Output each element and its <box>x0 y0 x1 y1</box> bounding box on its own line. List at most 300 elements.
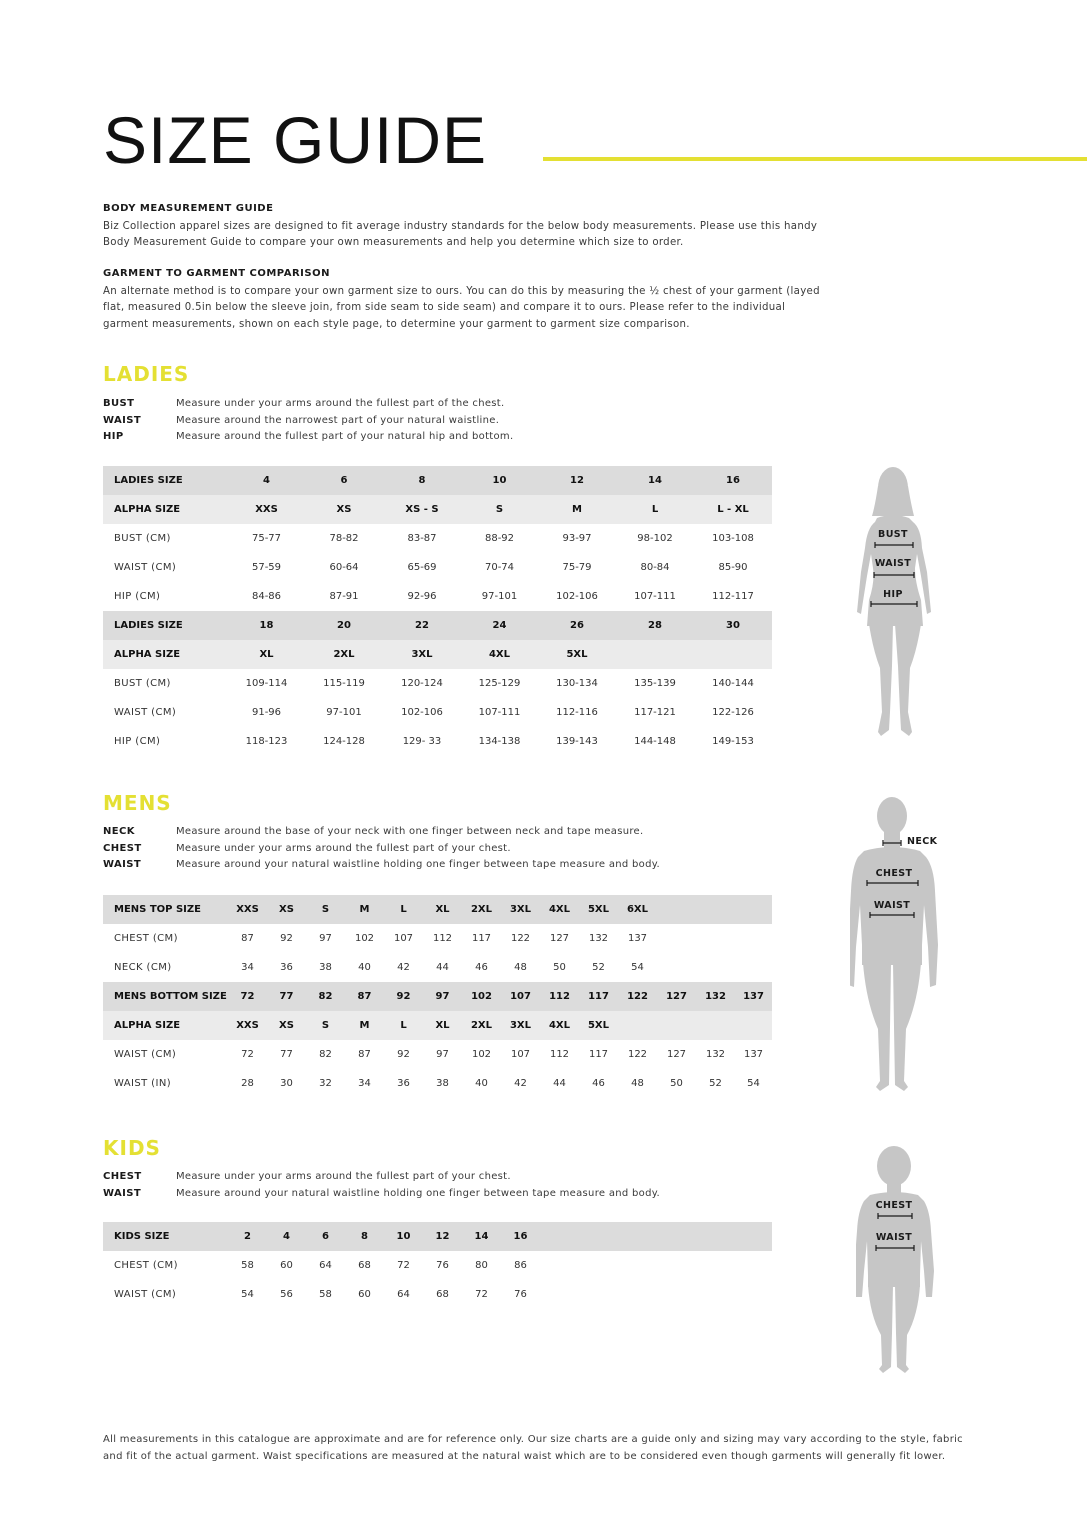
alpha-size-row <box>103 640 772 669</box>
table-cell <box>540 1222 579 1251</box>
row-label: BUST (CM) <box>114 533 171 544</box>
table-cell: 78-82 <box>329 533 359 544</box>
row-label: ALPHA SIZE <box>103 640 228 669</box>
table-cell: 122-126 <box>712 707 754 718</box>
table-cell: 92-96 <box>407 591 437 602</box>
table-cell: 50 <box>670 1078 683 1089</box>
table-cell: 57-59 <box>251 562 282 573</box>
table-cell: 12 <box>538 466 616 495</box>
definition-desc: Measure around your natural waistline holding one finger between tape measure and body. <box>176 859 660 870</box>
table-cell: 54 <box>241 1289 254 1300</box>
table-cell: 60-64 <box>329 562 359 573</box>
ladies-title: LADIES <box>103 362 190 386</box>
ladies-size-table <box>103 466 772 756</box>
garment-comparison <box>103 266 823 333</box>
table-cell: M <box>538 495 616 524</box>
table-cell: 125-129 <box>478 678 521 689</box>
alpha-size-row <box>103 495 772 524</box>
table-cell: 122 <box>618 982 657 1011</box>
table-cell <box>618 1011 657 1040</box>
waist-label: WAIST <box>873 900 911 911</box>
table-cell: 52 <box>709 1078 722 1089</box>
table-cell: 103-108 <box>712 533 754 544</box>
table-cell <box>657 1251 696 1280</box>
table-cell <box>657 1280 696 1309</box>
table-cell: 28 <box>241 1078 254 1089</box>
table-cell: 137 <box>743 1049 764 1060</box>
table-cell: 80 <box>475 1260 488 1271</box>
page-title: SIZE GUIDE <box>103 103 488 177</box>
waist-label: WAIST <box>874 558 912 569</box>
table-cell: 92 <box>384 982 423 1011</box>
table-cell: 6XL <box>618 895 657 924</box>
table-cell: 4XL <box>540 895 579 924</box>
row-label: MENS TOP SIZE <box>103 895 228 924</box>
table-cell: 16 <box>501 1222 540 1251</box>
table-cell <box>735 1011 772 1040</box>
body-measurement-guide <box>103 201 823 252</box>
table-cell: 76 <box>436 1260 449 1271</box>
definition-term: WAIST <box>103 414 142 426</box>
table-cell: 4XL <box>540 1011 579 1040</box>
table-cell: 102 <box>471 1049 492 1060</box>
table-cell: 98-102 <box>637 533 673 544</box>
definition-term: NECK <box>103 826 135 837</box>
row-label: WAIST (IN) <box>114 1078 171 1089</box>
table-cell: XL <box>228 640 305 669</box>
table-cell: 72 <box>475 1289 488 1300</box>
table-cell: 12 <box>423 1222 462 1251</box>
kids-size-table <box>103 1222 772 1309</box>
table-cell: 64 <box>397 1289 410 1300</box>
table-cell: 77 <box>267 982 306 1011</box>
table-cell: 4 <box>267 1222 306 1251</box>
table-cell: 120-124 <box>401 678 443 689</box>
table-cell: 132 <box>588 933 609 944</box>
table-cell: 24 <box>461 611 538 640</box>
definition-term: CHEST <box>103 1171 142 1182</box>
table-cell <box>696 953 735 982</box>
definition-desc: Measure under your arms around the fullest part of the chest. <box>176 398 505 409</box>
table-cell: 127 <box>657 982 696 1011</box>
table-cell: XXS <box>228 895 267 924</box>
table-cell: 44 <box>436 962 449 973</box>
row-label: WAIST (CM) <box>114 1289 177 1300</box>
table-cell: 87 <box>241 933 254 944</box>
table-cell: 139-143 <box>556 736 598 747</box>
table-row <box>103 924 772 953</box>
table-cell: 75-77 <box>251 533 282 544</box>
table-cell <box>657 1222 696 1251</box>
table-cell: 102-106 <box>401 707 443 718</box>
table-cell: 112-117 <box>712 591 754 602</box>
table-cell: 75-79 <box>562 562 592 573</box>
row-label: CHEST (CM) <box>114 933 178 944</box>
definition-row <box>103 396 513 413</box>
table-cell: 52 <box>592 962 605 973</box>
table-cell: 109-114 <box>245 678 288 689</box>
table-cell: 122 <box>510 933 531 944</box>
table-row <box>103 1040 772 1069</box>
table-cell: 54 <box>631 962 644 973</box>
table-cell: 97 <box>319 933 332 944</box>
mens-body-figure <box>850 795 950 1097</box>
definition-desc: Measure around the fullest part of your natural hip and bottom. <box>176 431 514 442</box>
table-cell <box>579 1222 618 1251</box>
table-row <box>103 582 772 611</box>
table-row <box>103 1069 772 1098</box>
row-label: LADIES SIZE <box>103 466 228 495</box>
definition-term: CHEST <box>103 842 142 854</box>
table-cell: 124-128 <box>323 736 365 747</box>
table-cell: 14 <box>616 466 694 495</box>
table-cell: 97-101 <box>326 707 362 718</box>
table-cell: 117 <box>471 933 492 944</box>
table-cell: 149-153 <box>712 736 754 747</box>
table-row <box>103 524 772 553</box>
table-cell: 40 <box>358 962 371 973</box>
table-cell: 2XL <box>305 640 383 669</box>
table-cell: 20 <box>305 611 383 640</box>
table-cell: 118-123 <box>245 736 288 747</box>
table-cell <box>735 1222 772 1251</box>
table-cell: 91-96 <box>251 707 282 718</box>
table-cell: 134-138 <box>478 736 521 747</box>
table-header-row <box>103 611 772 640</box>
table-row <box>103 1251 772 1280</box>
table-cell: 28 <box>616 611 694 640</box>
hip-label: HIP <box>883 589 903 600</box>
table-cell: 97-101 <box>481 591 518 602</box>
table-cell: 3XL <box>501 1011 540 1040</box>
table-cell: 107 <box>393 933 414 944</box>
table-header-row <box>103 1222 772 1251</box>
table-cell: 26 <box>538 611 616 640</box>
table-row <box>103 953 772 982</box>
definition-desc: Measure under your arms around the fullest part of your chest. <box>176 1171 511 1182</box>
table-cell: 5XL <box>538 640 616 669</box>
table-cell: 70-74 <box>484 562 515 573</box>
table-cell: 72 <box>397 1260 410 1271</box>
waist-label: WAIST <box>875 1232 913 1243</box>
table-cell: 92 <box>397 1049 410 1060</box>
definition-desc: Measure around the base of your neck with one finger between neck and tape measure. <box>176 826 644 837</box>
table-cell: 6 <box>305 466 383 495</box>
table-cell: 6 <box>306 1222 345 1251</box>
table-cell <box>657 1011 696 1040</box>
definition-desc: Measure under your arms around the fullest part of your chest. <box>176 842 511 854</box>
table-cell: 48 <box>631 1078 644 1089</box>
table-cell: 18 <box>228 611 305 640</box>
mens-title: MENS <box>103 791 172 815</box>
table-cell: 87 <box>345 982 384 1011</box>
table-cell: XS <box>305 495 383 524</box>
table-cell: 84-86 <box>251 591 282 602</box>
table-cell: 65-69 <box>407 562 437 573</box>
table-cell <box>735 953 772 982</box>
table-header-row <box>103 466 772 495</box>
kids-title: KIDS <box>103 1136 161 1160</box>
table-cell <box>579 1280 618 1309</box>
table-cell <box>696 1011 735 1040</box>
table-cell: L <box>384 1011 423 1040</box>
table-cell: 40 <box>475 1078 488 1089</box>
table-cell: 102 <box>462 982 501 1011</box>
table-cell: 72 <box>228 982 267 1011</box>
table-cell: 130-134 <box>556 678 598 689</box>
table-cell: 68 <box>436 1289 449 1300</box>
row-label: WAIST (CM) <box>114 1049 177 1060</box>
table-cell: S <box>306 1011 345 1040</box>
table-cell: 117 <box>588 1049 609 1060</box>
table-cell: 60 <box>358 1289 371 1300</box>
table-cell: 112 <box>540 982 579 1011</box>
table-cell: 2XL <box>462 1011 501 1040</box>
table-cell: 132 <box>696 982 735 1011</box>
definition-row <box>103 1169 660 1186</box>
table-cell: 58 <box>319 1289 332 1300</box>
table-cell <box>657 953 696 982</box>
table-cell <box>618 1280 657 1309</box>
definition-row <box>103 824 660 841</box>
table-cell: 135-139 <box>634 678 676 689</box>
table-cell: 22 <box>383 611 461 640</box>
table-cell: 30 <box>694 611 772 640</box>
table-cell <box>657 895 696 924</box>
definition-row <box>103 429 513 446</box>
ladies-definitions <box>103 396 513 446</box>
table-cell: 3XL <box>501 895 540 924</box>
row-label: LADIES SIZE <box>103 611 228 640</box>
table-cell: M <box>345 895 384 924</box>
table-cell <box>735 1280 772 1309</box>
table-cell: XXS <box>228 1011 267 1040</box>
definition-row <box>103 1186 660 1203</box>
table-cell: 83-87 <box>407 533 437 544</box>
row-label: NECK (CM) <box>114 962 172 973</box>
table-cell: 58 <box>241 1260 254 1271</box>
table-cell: 107-111 <box>634 591 676 602</box>
table-cell: XL <box>423 1011 462 1040</box>
definition-term: WAIST <box>103 1187 142 1199</box>
table-cell <box>540 1280 579 1309</box>
table-row <box>103 669 772 698</box>
bust-label: BUST <box>878 529 908 540</box>
table-cell: 56 <box>280 1289 293 1300</box>
table-cell: 82 <box>319 1049 332 1060</box>
table-cell: 42 <box>397 962 410 973</box>
definition-desc: Measure around your natural waistline holding one finger between tape measure and body. <box>176 1187 660 1199</box>
table-cell: 64 <box>319 1260 332 1271</box>
table-cell: 122 <box>627 1049 648 1060</box>
row-label: ALPHA SIZE <box>103 1011 228 1040</box>
table-cell: 80-84 <box>640 562 670 573</box>
table-cell: 102 <box>354 933 375 944</box>
kids-definitions <box>103 1169 660 1202</box>
table-cell <box>540 1251 579 1280</box>
table-cell: 10 <box>384 1222 423 1251</box>
table-cell <box>735 895 772 924</box>
table-cell <box>696 924 735 953</box>
table-cell: 127 <box>549 933 570 944</box>
table-cell: 129- 33 <box>402 736 442 747</box>
table-cell: 85-90 <box>718 562 748 573</box>
table-cell: S <box>461 495 538 524</box>
definition-desc: Measure around the narrowest part of your natural waistline. <box>176 414 500 426</box>
table-cell: 60 <box>280 1260 293 1271</box>
table-cell: 34 <box>241 962 254 973</box>
body-guide-text: Biz Collection apparel sizes are designed to fit average industry standards for the below body measurements. Please use this handy Body Measurement Guide to compare your own measurements and help you determine which size to order. <box>103 220 818 248</box>
table-cell: 137 <box>735 982 772 1011</box>
table-cell <box>696 895 735 924</box>
table-cell: 72 <box>241 1049 254 1060</box>
table-row <box>103 698 772 727</box>
table-cell: 48 <box>514 962 527 973</box>
table-cell: 107-111 <box>478 707 521 718</box>
table-cell: 14 <box>462 1222 501 1251</box>
table-cell <box>618 1222 657 1251</box>
table-cell: 2 <box>228 1222 267 1251</box>
row-label: HIP (CM) <box>114 591 161 602</box>
table-cell: 54 <box>747 1078 760 1089</box>
row-label: ALPHA SIZE <box>103 495 228 524</box>
table-cell: 10 <box>461 466 538 495</box>
table-cell: 36 <box>280 962 293 973</box>
table-cell: S <box>306 895 345 924</box>
table-cell: 38 <box>319 962 332 973</box>
row-label: BUST (CM) <box>114 678 171 689</box>
table-cell: 102-106 <box>556 591 598 602</box>
table-cell <box>696 1280 735 1309</box>
table-cell: 44 <box>553 1078 566 1089</box>
table-header-row <box>103 895 772 924</box>
garment-comparison-heading: GARMENT TO GARMENT COMPARISON <box>103 268 330 279</box>
table-row <box>103 553 772 582</box>
body-guide-heading: BODY MEASUREMENT GUIDE <box>103 203 274 214</box>
table-cell: XXS <box>228 495 305 524</box>
table-cell: XS <box>267 1011 306 1040</box>
table-cell: 16 <box>694 466 772 495</box>
table-cell: 127 <box>666 1049 687 1060</box>
table-cell: 77 <box>280 1049 293 1060</box>
table-cell: 8 <box>383 466 461 495</box>
table-cell: 3XL <box>383 640 461 669</box>
table-cell: 68 <box>358 1260 371 1271</box>
table-cell: 132 <box>705 1049 726 1060</box>
table-cell: 107 <box>510 1049 531 1060</box>
table-row <box>103 1280 772 1309</box>
definition-term: HIP <box>103 431 124 442</box>
table-cell <box>616 640 694 669</box>
table-cell: 4XL <box>461 640 538 669</box>
table-cell: 30 <box>280 1078 293 1089</box>
table-cell: 87-91 <box>329 591 359 602</box>
definition-term: BUST <box>103 398 135 409</box>
table-cell: 4 <box>228 466 305 495</box>
table-cell: 97 <box>436 1049 449 1060</box>
table-cell <box>735 1251 772 1280</box>
ladies-body-figure <box>847 464 942 740</box>
table-cell: 93-97 <box>562 533 592 544</box>
title-underline <box>543 157 1087 161</box>
table-cell <box>579 1251 618 1280</box>
table-cell: 117 <box>579 982 618 1011</box>
table-cell: 117-121 <box>634 707 676 718</box>
table-cell: 112 <box>432 933 453 944</box>
kids-body-figure <box>856 1145 936 1377</box>
row-label: WAIST (CM) <box>114 707 177 718</box>
table-cell: 92 <box>280 933 293 944</box>
table-cell: 46 <box>475 962 488 973</box>
table-cell: 32 <box>319 1078 332 1089</box>
table-cell: 140-144 <box>712 678 754 689</box>
definition-row <box>103 413 513 430</box>
neck-label: NECK <box>907 836 938 847</box>
table-cell: 8 <box>345 1222 384 1251</box>
table-cell: 36 <box>397 1078 410 1089</box>
table-header-row <box>103 982 772 1011</box>
table-cell: 144-148 <box>634 736 676 747</box>
table-cell: 87 <box>358 1049 371 1060</box>
chest-label: CHEST <box>875 1200 913 1211</box>
chest-label: CHEST <box>875 868 913 879</box>
table-cell: 42 <box>514 1078 527 1089</box>
table-cell: 5XL <box>579 895 618 924</box>
table-cell: M <box>345 1011 384 1040</box>
definition-row <box>103 841 660 858</box>
alpha-size-row <box>103 1011 772 1040</box>
footer-disclaimer: All measurements in this catalogue are approximate and are for reference only. Our size charts are a guide only and sizing may vary according to the style, fabric and fit of the actual garment. Waist specifications are measured at the natural waist which are to be considered even though garments will generally fit lower. <box>103 1434 963 1462</box>
row-label: KIDS SIZE <box>103 1222 228 1251</box>
table-cell <box>696 1251 735 1280</box>
table-cell <box>735 924 772 953</box>
table-cell: XS - S <box>383 495 461 524</box>
row-label: MENS BOTTOM SIZE <box>103 982 228 1011</box>
table-cell: 115-119 <box>323 678 365 689</box>
table-cell: 86 <box>514 1260 527 1271</box>
table-cell: 107 <box>501 982 540 1011</box>
table-cell: L <box>616 495 694 524</box>
mens-definitions <box>103 824 660 874</box>
table-row <box>103 727 772 756</box>
table-cell: XS <box>267 895 306 924</box>
table-cell: 112 <box>549 1049 570 1060</box>
table-cell: 38 <box>436 1078 449 1089</box>
table-cell: L - XL <box>694 495 772 524</box>
table-cell: 88-92 <box>484 533 515 544</box>
table-cell: 5XL <box>579 1011 618 1040</box>
table-cell <box>618 1251 657 1280</box>
table-cell: 50 <box>553 962 566 973</box>
row-label: CHEST (CM) <box>114 1260 178 1271</box>
mens-size-table <box>103 895 772 1098</box>
table-cell: 137 <box>627 933 648 944</box>
table-cell: XL <box>423 895 462 924</box>
table-cell: 97 <box>423 982 462 1011</box>
row-label: HIP (CM) <box>114 736 161 747</box>
table-cell: 46 <box>592 1078 605 1089</box>
definition-row <box>103 857 660 874</box>
definition-term: WAIST <box>103 859 142 870</box>
table-cell: 34 <box>358 1078 371 1089</box>
row-label: WAIST (CM) <box>114 562 177 573</box>
table-cell: 82 <box>306 982 345 1011</box>
table-cell: 112-116 <box>556 707 598 718</box>
table-cell: L <box>384 895 423 924</box>
garment-comparison-text: An alternate method is to compare your own garment size to ours. You can do this by measuring the ½ chest of your garment (layed flat, measured 0.5in below the sleeve join, from side seam to side seam) and compare it to ours. Please refer to the individual garment measurements, shown on each style page, to determine your garment to garment size comparison. <box>103 285 820 330</box>
table-cell <box>657 924 696 953</box>
table-cell: 2XL <box>462 895 501 924</box>
